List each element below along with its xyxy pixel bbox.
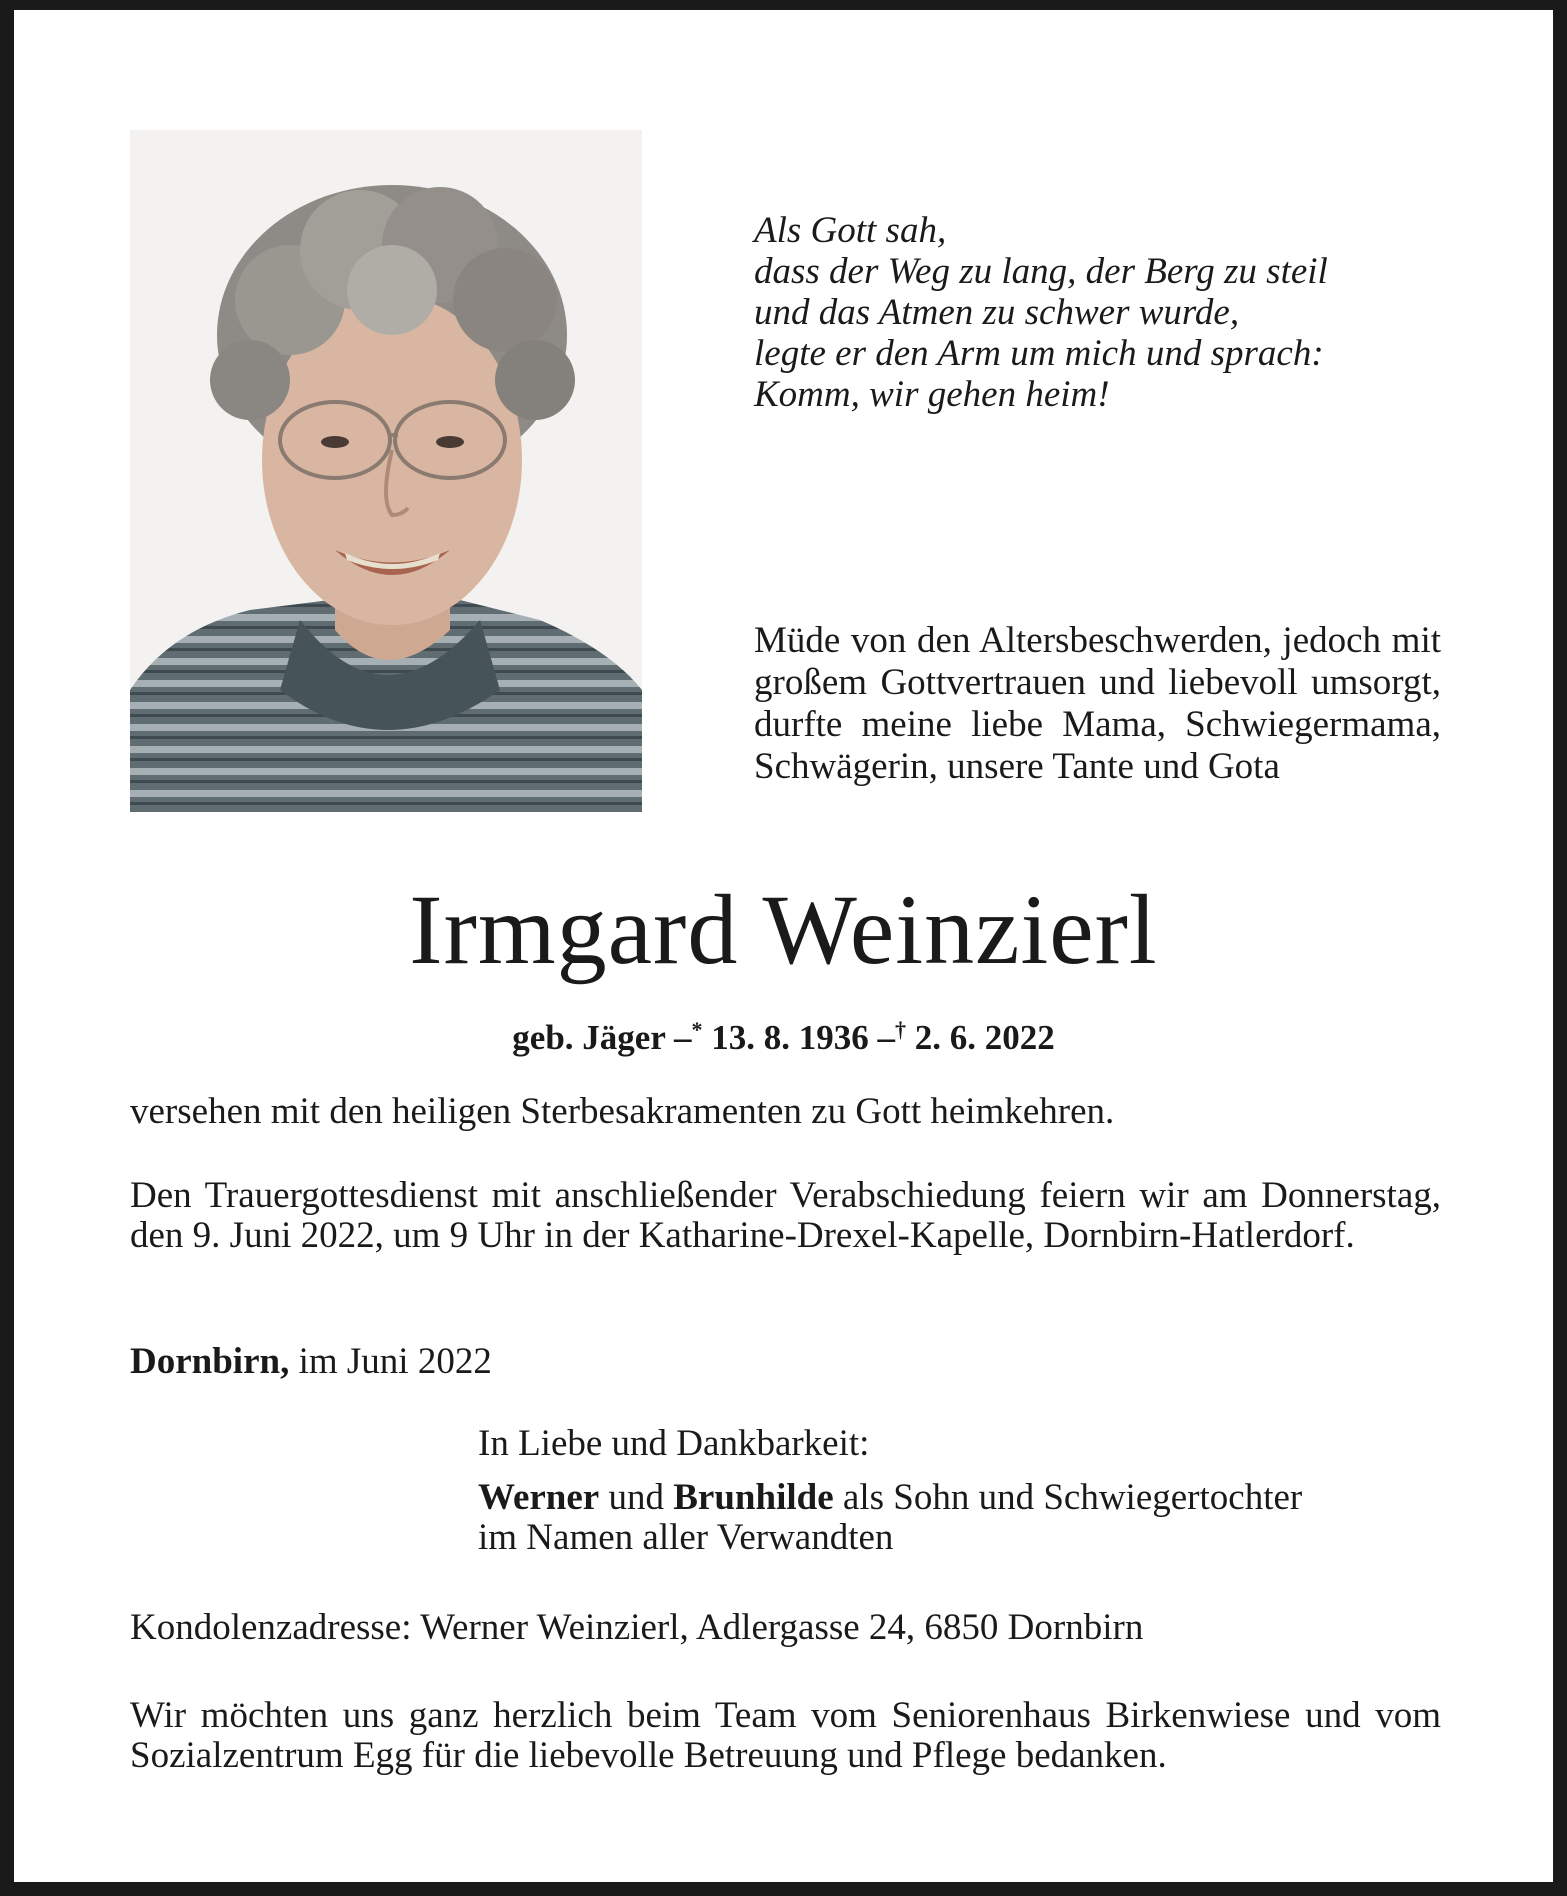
portrait-photo — [130, 130, 642, 812]
signature-relation: als Sohn und Schwiegertochter — [842, 1477, 1303, 1518]
poem — [754, 210, 1494, 415]
deceased-name: Irmgard Weinzierl — [409, 874, 1158, 985]
place-city: Dornbirn, — [130, 1341, 290, 1382]
condolence-address: Kondolenzadresse: Werner Weinzierl, Adlergasse 24, 6850 Dornbirn — [130, 1607, 1144, 1648]
birth-name: geb. Jäger — [512, 1018, 666, 1057]
thanks-paragraph: Wir möchten uns ganz herzlich beim Team vom Seniorenhaus Birkenwiese und vom Sozialzentrum Egg für die liebevolle Betreuung und Pflege bedanken. — [130, 1695, 1441, 1776]
signature-line2: im Namen aller Verwandten — [478, 1517, 894, 1558]
life-dates — [14, 1010, 1553, 1058]
poem-line: und das Atmen zu schwer wurde, — [754, 292, 1240, 333]
intro-paragraph: Müde von den Altersbeschwerden, jedoch mit großem Gottvertrauen und liebevoll umsorgt, durfte meine liebe Mama, Schwiegermama, Schwägerin, unsere Tante und Gota — [754, 620, 1441, 787]
place-date-line — [130, 1342, 1441, 1382]
birth-date: 13. 8. 1936 — [711, 1018, 869, 1057]
service-paragraph: Den Trauergottesdienst mit anschließender Verabschiedung feiern wir am Donnerstag, den 9. Juni 2022, um 9 Uhr in der Katharine-Drexel-Kapelle, Dornbirn-Hatlerdorf. — [130, 1175, 1441, 1256]
dash: – — [877, 1018, 895, 1057]
poem-line: legte er den Arm um mich und sprach: — [754, 333, 1324, 374]
signature-names — [478, 1478, 1458, 1518]
death-symbol: † — [894, 1017, 906, 1042]
place-date: im Juni 2022 — [298, 1341, 492, 1382]
dash: – — [673, 1018, 692, 1057]
signature-and: und — [608, 1477, 664, 1518]
portrait-illustration — [130, 130, 642, 812]
signature-lead: In Liebe und Dankbarkeit: — [478, 1423, 870, 1464]
sacrament-paragraph: versehen mit den heiligen Sterbesakramenten zu Gott heimkehren. — [130, 1091, 1115, 1132]
signature-name-brunhilde: Brunhilde — [673, 1477, 834, 1518]
poem-line: Komm, wir gehen heim! — [754, 374, 1110, 415]
signature-block — [478, 1424, 1458, 1558]
poem-line: dass der Weg zu lang, der Berg zu steil — [754, 251, 1328, 292]
poem-line: Als Gott sah, — [754, 210, 947, 251]
death-date: 2. 6. 2022 — [914, 1018, 1055, 1057]
signature-name-werner: Werner — [478, 1477, 600, 1518]
birth-symbol: * — [691, 1017, 703, 1042]
